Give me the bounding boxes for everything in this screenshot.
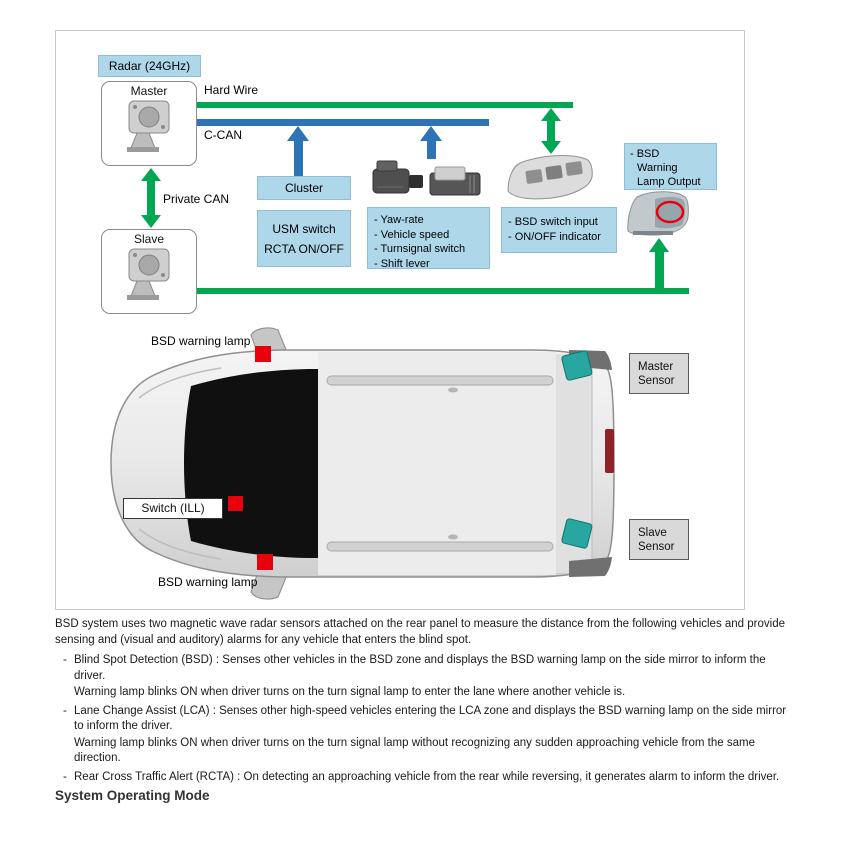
description-text (55, 617, 796, 785)
slave-label: Slave (133, 232, 165, 246)
master-radar-image (115, 98, 183, 156)
c-can-arrow-to-sensors (420, 126, 442, 159)
radar-24ghz-text: Radar (24GHz) (108, 59, 191, 73)
slave-radar-box (101, 229, 197, 314)
input-vehicle-speed: - Vehicle speed (374, 228, 450, 241)
bullet-dash: - (63, 704, 67, 717)
private-can-label: Private CAN (163, 192, 230, 206)
bsd-warning-lamp-bottom-marker (257, 554, 273, 570)
side-mirror-image (625, 189, 691, 237)
lamp-output-line2: Warning (637, 162, 678, 174)
c-can-line (197, 119, 489, 126)
usm-switch-line1: USM switch (272, 221, 336, 236)
windshield (184, 369, 318, 558)
stop-lamp (605, 429, 614, 473)
list-item-bsd (63, 653, 796, 701)
bsd-system-diagram (55, 30, 745, 610)
bsd-switch-input-box (501, 207, 617, 253)
bsd-warning-lamp-output-box (624, 143, 717, 190)
radar-24ghz-label (98, 55, 201, 77)
bullet-dash: - (63, 654, 67, 666)
slave-radar-image (115, 246, 183, 304)
bsd-warning-lamp-top-marker (255, 346, 271, 362)
input-shift-lever: - Shift lever (374, 257, 430, 270)
car-top-view (101, 326, 626, 601)
master-sensor-line1: Master (638, 361, 674, 373)
yaw-rate-sensor-image (369, 157, 427, 201)
bsd-item-subtext: Warning lamp blinks ON when driver turns on the turn signal lamp to enter the lane where another vehicle is. (74, 686, 626, 698)
rcta-item-text: Rear Cross Traffic Alert (RCTA) : On detecting an approaching vehicle from the rear while reversing, it generates alarm to inform the driver. (74, 770, 780, 783)
roof-rail-bottom (327, 542, 553, 551)
switch-ill-label: Switch (ILL) (123, 498, 223, 519)
lamp-output-line3: Lamp Output (637, 176, 701, 188)
hard-wire-line-bottom (197, 288, 689, 294)
roof-rail-top (327, 376, 553, 385)
master-label: Master (130, 84, 168, 98)
input-turnsignal-switch: - Turnsignal switch (374, 243, 466, 255)
cluster-box (257, 176, 351, 200)
private-can-arrow (141, 168, 161, 228)
bsd-switch-image (504, 151, 596, 203)
slave-sensor-line1: Slave (638, 527, 667, 539)
c-can-arrow-to-cluster (287, 126, 309, 176)
switch-ill-marker (228, 496, 243, 511)
lamp-output-line1: - BSD (630, 148, 660, 160)
lamp-output-arrow (649, 238, 669, 289)
lca-item-subtext: Warning lamp blinks ON when driver turns on the turn signal lamp without recognizing any sudden approaching vehicle from the same direction. (74, 736, 755, 764)
bsd-switch-input-line1: - BSD switch input (508, 216, 598, 228)
vehicle-inputs-box (367, 207, 490, 269)
hard-wire-arrow-to-switch (541, 108, 561, 154)
section-heading: System Operating Mode (55, 788, 210, 803)
hard-wire-label: Hard Wire (204, 83, 259, 97)
cluster-text: Cluster (284, 181, 323, 195)
c-can-label: C-CAN (204, 128, 242, 142)
lca-item-text: Lane Change Assist (LCA) : Senses other high-speed vehicles entering the LCA zone and displays the BSD warning lamp on the side mirror to inform the driver. (74, 704, 787, 732)
usm-switch-box (257, 210, 351, 267)
slave-sensor-line2: Sensor (638, 541, 675, 553)
bullet-dash: - (63, 770, 67, 783)
list-item-rcta (63, 770, 796, 786)
hard-wire-line (197, 102, 573, 108)
sensor-module-image (428, 165, 483, 199)
intro-paragraph: BSD system uses two magnetic wave radar sensors attached on the rear panel to measure the distance from the following vehicles and provide sensing and (visual and auditory) alarms for any vehicle that enters the blind spot. (55, 618, 785, 646)
master-radar-box (101, 81, 197, 166)
list-item-lca (63, 704, 796, 767)
bsd-item-text: Blind Spot Detection (BSD) : Senses other vehicles in the BSD zone and displays the BSD warning lamp on the side mirror to inform the driver. (74, 654, 766, 682)
slave-sensor-label (629, 519, 689, 560)
bsd-switch-input-line2: - ON/OFF indicator (508, 230, 601, 243)
master-sensor-line2: Sensor (638, 375, 675, 387)
input-yaw-rate: - Yaw-rate (374, 214, 424, 226)
bsd-warning-lamp-top-label: BSD warning lamp (151, 334, 251, 348)
bsd-warning-lamp-bottom-label: BSD warning lamp (158, 575, 258, 589)
master-sensor-label (629, 353, 689, 394)
usm-switch-line2: RCTA ON/OFF (264, 241, 344, 256)
